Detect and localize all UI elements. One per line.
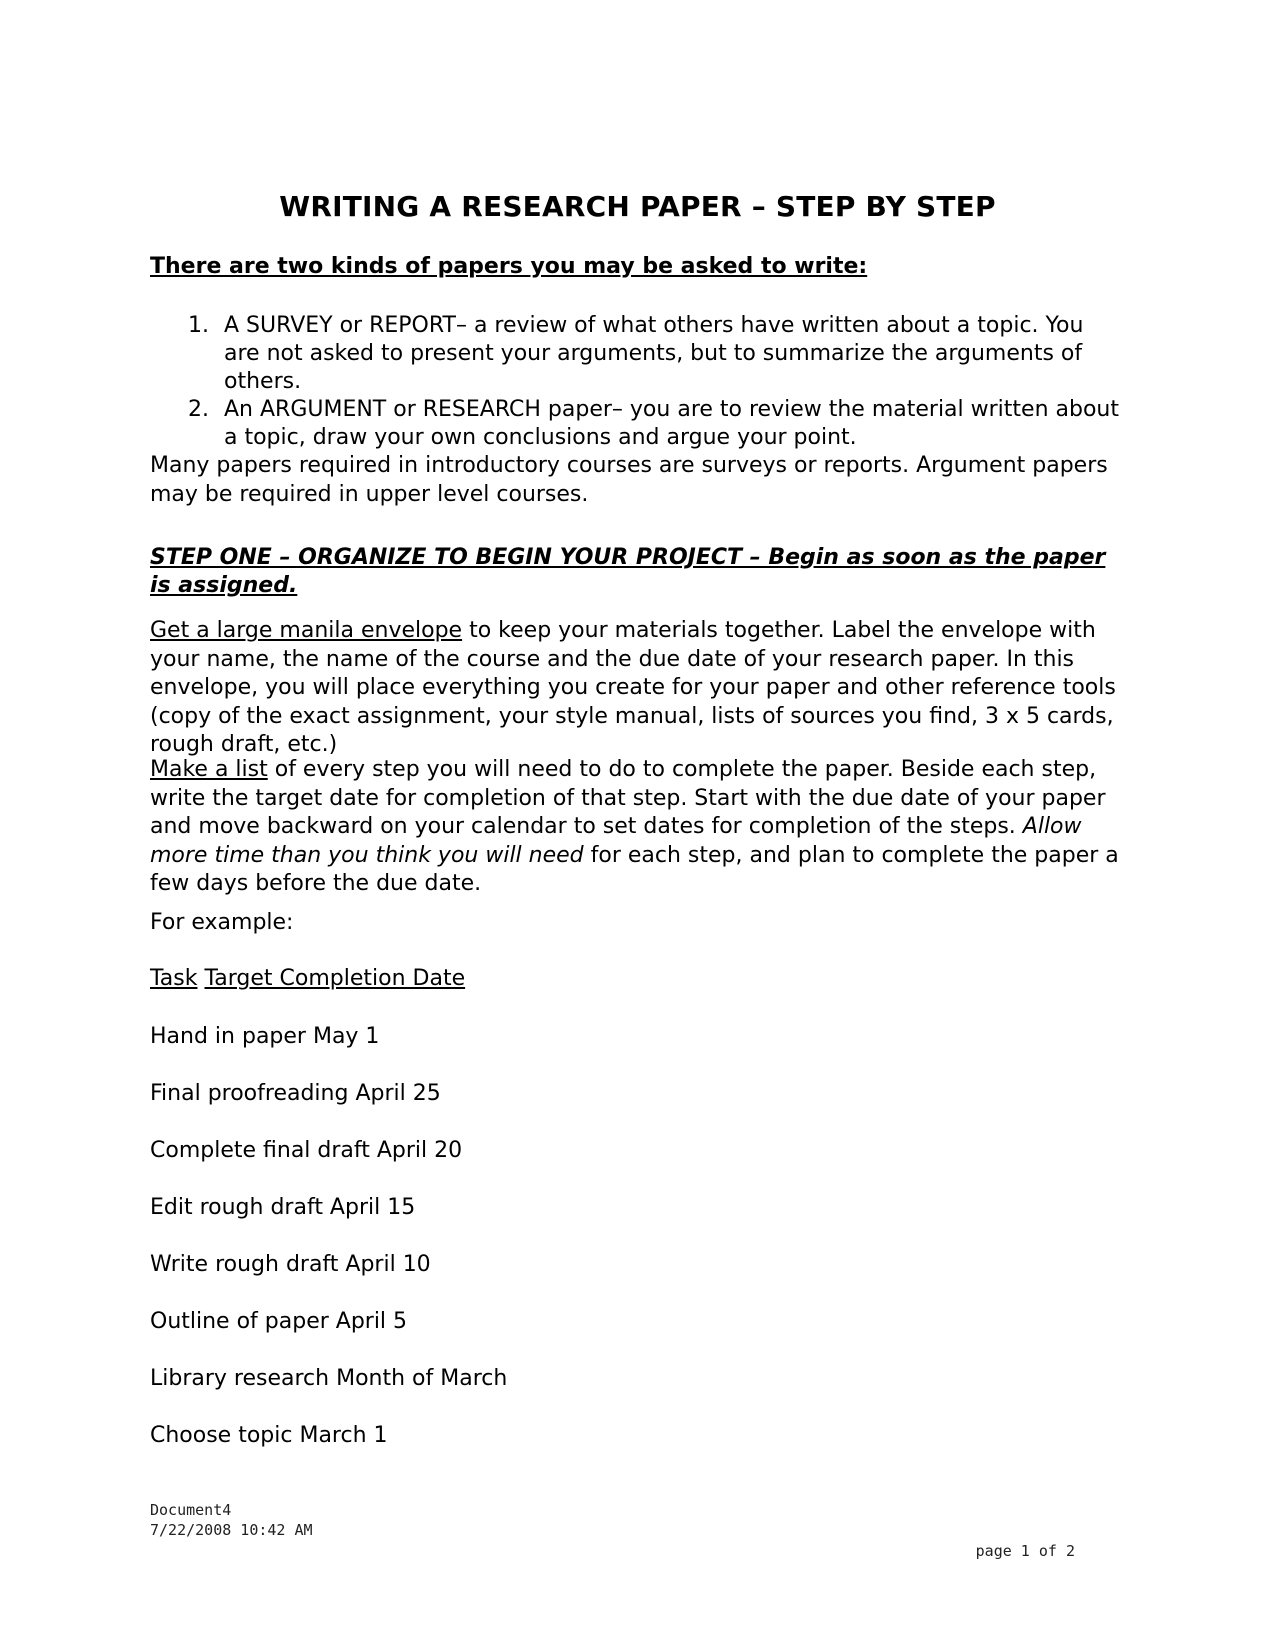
- schedule-row: Hand in paper May 1: [150, 1024, 380, 1049]
- envelope-text: to keep your materials together. Label the envelope with your name, the name of the course and the due date of your research paper. In this envelope, you will place everything you create for your paper and other reference tools (copy of the exact assignment, your style manual, lists of sources you find, 3 x 5 cards, rough draft, etc.): [150, 618, 1116, 758]
- make-list-paragraph: [150, 756, 1125, 899]
- schedule-row: Write rough draft April 10: [150, 1252, 431, 1277]
- page-title: WRITING A RESEARCH PAPER – STEP BY STEP: [279, 190, 996, 223]
- step-one-heading: STEP ONE – ORGANIZE TO BEGIN YOUR PROJECT – Begin as soon as the paper is assigned.: [150, 545, 1106, 598]
- date-header: Target Completion Date: [204, 966, 466, 991]
- footer-info: [150, 1500, 313, 1540]
- list-number: 1.: [188, 313, 209, 338]
- list-number: 2.: [188, 397, 209, 422]
- intro-paragraph: Many papers required in introductory courses are surveys or reports. Argument papers may be required in upper level courses.: [150, 453, 1108, 507]
- page-number: page 1 of 2: [975, 1542, 1075, 1560]
- envelope-paragraph: [150, 617, 1125, 760]
- schedule-row: Final proofreading April 25: [150, 1081, 441, 1106]
- example-label: For example:: [150, 910, 294, 935]
- list-text: An ARGUMENT or RESEARCH paper– you are to review the material written about a topic, draw your own conclusions and argue your point.: [224, 397, 1119, 450]
- make-list-lead: Make a list: [150, 757, 268, 782]
- schedule-row: Edit rough draft April 15: [150, 1195, 416, 1220]
- envelope-lead: Get a large manila envelope: [150, 618, 463, 643]
- list-item: [150, 312, 1120, 396]
- task-header: Task: [150, 966, 198, 991]
- schedule-row: Outline of paper April 5: [150, 1309, 408, 1334]
- schedule-row: Library research Month of March: [150, 1366, 508, 1391]
- intro-heading: There are two kinds of papers you may be asked to write:: [150, 254, 868, 279]
- make-list-text: of every step you will need to do to complete the paper. Beside each step, write the target date for completion of that step. Start with the due date of your paper and move backward on your calendar to set dates for completion of the steps.: [150, 757, 1106, 840]
- schedule-row: Complete final draft April 20: [150, 1138, 463, 1163]
- schedule-row: Choose topic March 1: [150, 1423, 388, 1448]
- make-list-emphasis: Allow more time than you think you will need: [150, 814, 1082, 868]
- document-name: Document4: [150, 1501, 232, 1519]
- make-list-tail: for each step, and plan to complete the paper a few days before the due date.: [150, 842, 1119, 897]
- list-item: [150, 396, 1120, 452]
- list-text: A SURVEY or REPORT– a review of what others have written about a topic. You are not asked to present your arguments, but to summarize the arguments of others.: [224, 313, 1084, 394]
- paper-kinds-list: [150, 312, 1120, 452]
- table-header: [150, 966, 465, 991]
- document-timestamp: 7/22/2008 10:42 AM: [150, 1521, 313, 1539]
